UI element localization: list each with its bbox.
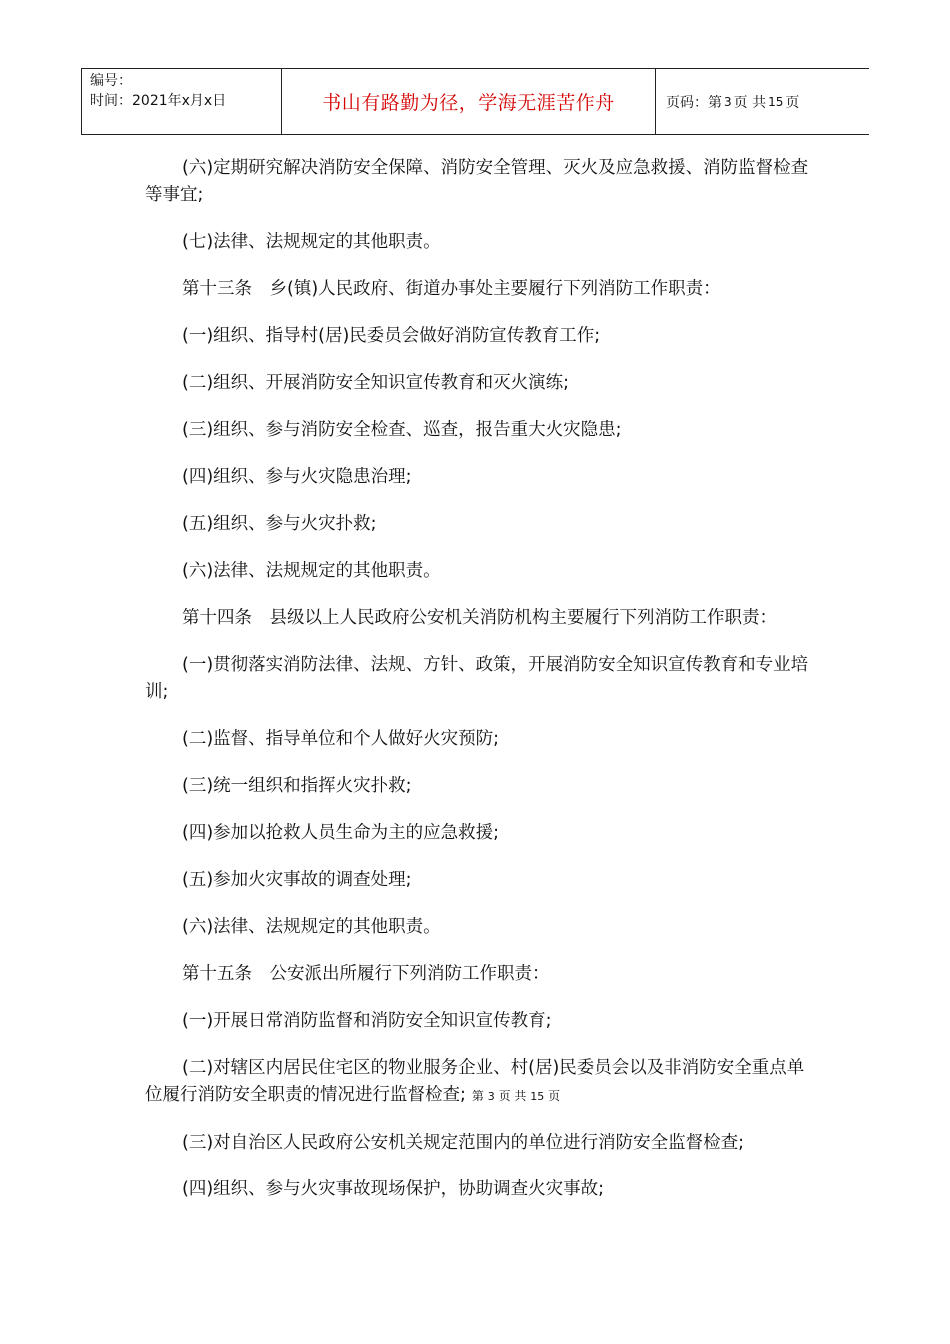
page-total: 15 bbox=[768, 94, 784, 109]
time-value: 2021年x月x日 bbox=[132, 93, 227, 109]
paragraph: (六)法律、法规规定的其他职责。 bbox=[182, 917, 441, 937]
footer-total: 15 bbox=[530, 1090, 545, 1103]
paragraph: (四)组织、参与火灾事故现场保护，协助调查火灾事故; bbox=[182, 1179, 605, 1199]
footer-mid: 页 共 bbox=[498, 1089, 527, 1103]
paragraph: (一)开展日常消防监督和消防安全知识宣传教育; bbox=[182, 1011, 552, 1031]
header-motto: 书山有路勤为径，学海无涯苦作舟 bbox=[282, 69, 656, 134]
paragraph: (三)统一组织和指挥火灾扑救; bbox=[182, 776, 412, 796]
paragraph: (七)法律、法规规定的其他职责。 bbox=[182, 232, 441, 252]
page-prefix: 页码：第 bbox=[666, 94, 722, 111]
header-page-indicator bbox=[656, 69, 869, 134]
article-heading: 第十四条 县级以上人民政府公安机关消防机构主要履行下列消防工作职责： bbox=[182, 608, 777, 628]
time-label: 时间： bbox=[90, 93, 132, 109]
paragraph: (四)参加以抢救人员生命为主的应急救援; bbox=[182, 823, 500, 843]
document-body bbox=[145, 155, 815, 1203]
paragraph-with-footer bbox=[145, 1055, 815, 1110]
page-suffix: 页 bbox=[785, 94, 800, 111]
document-header bbox=[81, 68, 869, 135]
footer-current: 3 bbox=[487, 1090, 495, 1103]
header-meta-cell bbox=[82, 69, 282, 134]
footer-suffix: 页 bbox=[548, 1089, 561, 1103]
paragraph: (二)监督、指导单位和个人做好火灾预防; bbox=[182, 729, 500, 749]
paragraph: (三)对自治区人民政府公安机关规定范围内的单位进行消防安全监督检查; bbox=[182, 1133, 745, 1153]
footer-prefix: 第 bbox=[471, 1089, 484, 1103]
number-label: 编号： bbox=[90, 73, 132, 89]
paragraph: (五)组织、参与火灾扑救; bbox=[182, 514, 377, 534]
page-mid: 页 共 bbox=[733, 94, 767, 111]
paragraph: (二)组织、开展消防安全知识宣传教育和灭火演练; bbox=[182, 373, 570, 393]
paragraph: (一)贯彻落实消防法律、法规、方针、政策，开展消防安全知识宣传教育和专业培训; bbox=[145, 655, 809, 702]
paragraph: (六)法律、法规规定的其他职责。 bbox=[182, 561, 441, 581]
paragraph: (六)定期研究解决消防安全保障、消防安全管理、灭火及应急救援、消防监督检查等事宜; bbox=[145, 158, 809, 205]
article-heading: 第十五条 公安派出所履行下列消防工作职责： bbox=[182, 964, 550, 984]
paragraph: (五)参加火灾事故的调查处理; bbox=[182, 870, 412, 890]
article-heading: 第十三条 乡(镇)人民政府、街道办事处主要履行下列消防工作职责： bbox=[182, 279, 721, 299]
paragraph-text: (二)对辖区内居民住宅区的物业服务企业、村(居)民委员会以及非消防安全重点单位履行消防安全职责的情况进行监督检查; bbox=[145, 1058, 805, 1105]
paragraph: (四)组织、参与火灾隐患治理; bbox=[182, 467, 412, 487]
paragraph: (一)组织、指导村(居)民委员会做好消防宣传教育工作; bbox=[182, 326, 601, 346]
page-current: 3 bbox=[724, 94, 732, 109]
date-line bbox=[90, 91, 281, 111]
paragraph: (三)组织、参与消防安全检查、巡查，报告重大火灾隐患; bbox=[182, 420, 622, 440]
inline-page-footer bbox=[472, 1089, 560, 1103]
